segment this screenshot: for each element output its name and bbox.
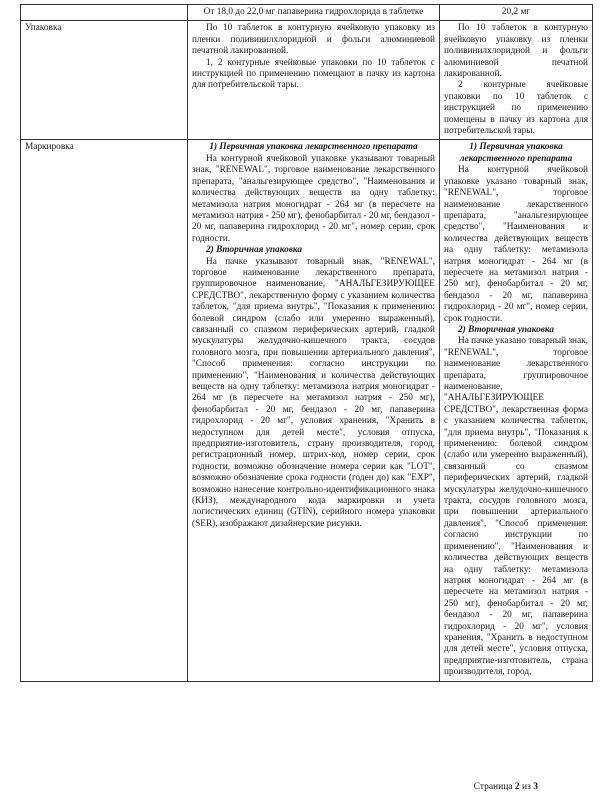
table-row [21,140,593,681]
row0-label-cell [21,5,188,21]
primary-packaging-heading-actual: 1) Первичная упаковка лекарственного препарата [459,142,573,164]
marking-label: Маркировка [21,140,188,681]
papaverine-value-cell: 20,2 мг [440,5,593,21]
table-row [21,5,593,21]
packaging-spec-cell [188,21,440,140]
primary-packaging-text-actual: На контурной ячейковой упаковке указано товарный знак, "RENEWAL", торговое наименование лекарственного препарата, "анальгезирующее средство", "Наименования и количества действующих веществ на одну таблетку: метамизола натрия моногидрат - 264 мг (в пересчете на метамизол натрия - 250 мг), фенобарбитал - 20 мг, бендазол - 20 мг, папаверина гидрохлорид - 20 мг", номер серии, срок годности. [444,165,588,324]
specification-table [20,4,593,682]
secondary-packaging-heading-actual: 2) Вторичная упаковка [458,324,554,335]
secondary-packaging-text-actual: На пачке указано товарный знак, "RENEWAL", торговое наименование лекарственного препарата, группировочное наименование, "АНАЛЬГЕЗИРУЮЩЕЕ СРЕДСТВО", лекарственная форма с указанием количества таблеток, "для приема внутрь", "Показания к применению: болевой синдром (слабо или умеренно выраженный), связанный со спазмом периферических артерий, гладкой мускулатуры желудочно-кишечного тракта, сосудов головного мозга, при повышении артериального давления", "Способ применения: согласно инструкции по применению", "Наименования и количества действующих веществ на одну таблетку: метамизола натрия моногидрат - 264 мг (в пересчете на метамизол натрия - 250 мг), фенобарбитал - 20 мг, бендазол - 20 мг, папаверина гидрохлорид - 20 мг", условия хранения, "Хранить в недоступном для детей месте", условия отпуска, предприятие-изготовитель, страна производителя, город, [444,336,588,678]
packaging-label: Упаковка [21,21,188,140]
secondary-packaging-heading: 2) Вторичная упаковка [206,245,302,256]
packaging-spec-p1: По 10 таблеток в контурную ячейковую упаковку из пленки поливинилхлоридной и фольги алюминиевой печатной лакированной. [192,23,435,57]
packaging-actual-p2: 2 контурные ячейковые упаковки по 10 таблеток с инструкцией по применению помещены в пачку из картона для потребительской тары. [444,80,588,137]
marking-actual-cell [440,140,593,681]
table-row [21,21,593,140]
footer-prefix: Страница [473,782,513,792]
primary-packaging-text: На контурной ячейковой упаковке указывают товарный знак, "RENEWAL", торговое наименование лекарственного препарата, "анальгезирующее средство", "Наименования и количества действующих веществ на одну таблетку: метамизола натрия моногидрат - 264 мг (в пересчете на метамизол натрия - 250 мг), фенобарбитал - 20 мг, бендазол - 20 мг, папаверина гидрохлорид - 20 мг", номер серии, срок годности. [192,153,435,244]
packaging-actual-p1: По 10 таблеток в контурную ячейковую упаковку из пленки поливинилхлоридной и фольги алюминиевой печатной лакированной. [444,23,588,80]
packaging-actual-cell [440,21,593,140]
secondary-packaging-text: На пачке указывают товарный знак, "RENEWAL", торговое наименование лекарственного препарата, группировочное наименование, "АНАЛЬГЕЗИРУЮЩЕЕ СРЕДСТВО", лекарственную форму с указанием количества таблеток, "для приема внутрь", "Показания к применению: болевой синдром (слабо или умеренно выраженный), связанный со спазмом периферических артерий, гладкой мускулатуры желудочно-кишечного тракта, сосудов головного мозга, при повышении артериального давления", "Способ применения: согласно инструкции по применению", "Наименования и количества действующих веществ на одну таблетку: метамизола натрия моногидрат - 264 мг (в пересчете на метамизол натрия - 250 мг), фенобарбитал - 20 мг, бендазол - 20 мг, папаверина гидрохлорид - 20 мг", условия хранения, "Хранить в недоступном для детей месте", условия отпуска, предприятие-изготовитель, страну производителя, город, регистрационный номер, штрих-код, номер серии, срок годности, возможно обозначение номера серии как "LOT", возможно обозначение срока годности (годен до) как "EXP", возможно нанесение контрольно-идентификационного знака (КИЗ), международного кода маркировки и учета логистических единиц (GTIN), серийного номера упаковки (SER), изображают дизайнерские рисунки. [192,256,435,529]
papaverine-range-cell: От 18,0 до 22,0 мг папаверина гидрохлорида в таблетке [188,5,440,21]
packaging-spec-p2: 1, 2 контурные ячейковые упаковки по 10 таблеток с инструкцией по применению помещают в пачку из картона для потребительской тары. [192,57,435,91]
marking-spec-cell [188,140,440,681]
footer-total-pages: 3 [533,782,538,792]
page-footer [474,782,538,792]
footer-page-number: 2 [514,782,520,792]
primary-packaging-heading: 1) Первичная упаковка лекарственного препарата [209,142,418,153]
footer-of: из [522,782,531,792]
